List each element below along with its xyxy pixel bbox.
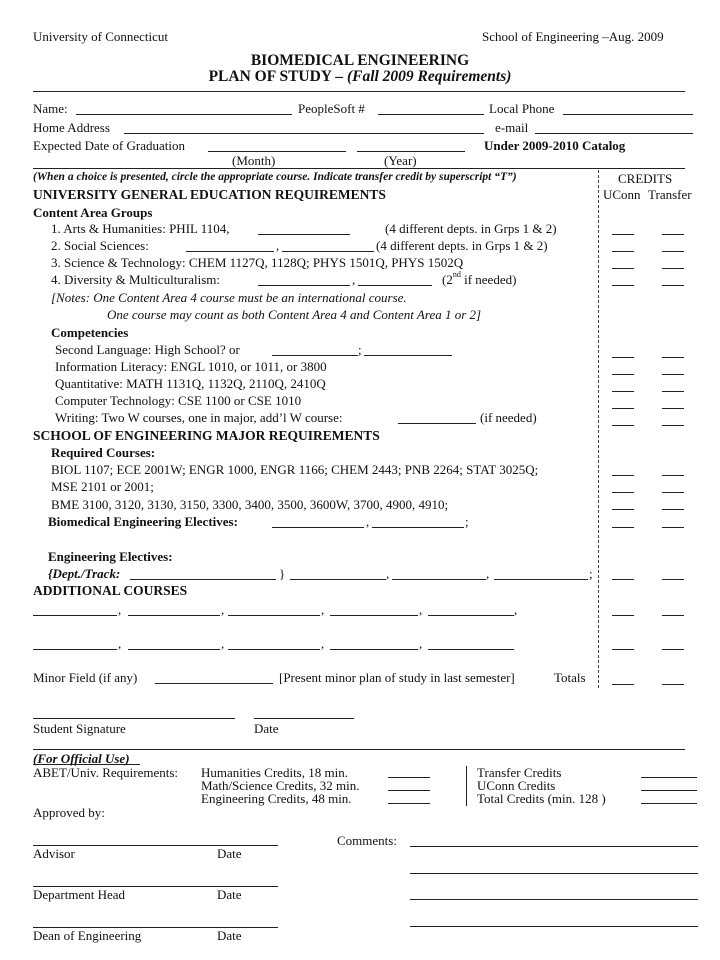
gen-ed-item-2-note: (4 different depts. in Grps 1 & 2) (376, 238, 548, 253)
uconn-credit-field[interactable] (612, 357, 634, 358)
student-date-label: Date (254, 721, 279, 736)
advisor-date-label: Date (217, 846, 242, 861)
comma: , (118, 636, 122, 651)
transfer-credits-field[interactable] (641, 777, 697, 778)
additional-field[interactable] (330, 649, 418, 650)
additional-field[interactable] (428, 649, 514, 650)
social-field-2[interactable] (282, 251, 374, 252)
university-name: University of Connecticut (33, 29, 169, 44)
uconn-credit-field[interactable] (612, 251, 634, 252)
email-label: e-mail (495, 120, 529, 135)
transfer-credit-field[interactable] (662, 408, 684, 409)
gen-ed-item-4: 4. Diversity & Multiculturalism: (51, 272, 220, 287)
transfer-credit-field[interactable] (662, 251, 684, 252)
notes-line-2: One course may count as both Content Area 4 and Content Area 1 or 2] (107, 307, 482, 322)
credits-column-divider (598, 170, 599, 688)
month-caption: (Month) (232, 153, 276, 168)
uconn-credit-field[interactable] (612, 408, 634, 409)
comma: , (366, 514, 370, 529)
comma: , (352, 272, 356, 287)
language-field-1[interactable] (272, 355, 358, 356)
bme-elective-field-2[interactable] (372, 527, 464, 528)
minor-note: [Present minor plan of study in last semester] (279, 670, 515, 685)
arts-field[interactable] (258, 234, 350, 235)
additional-heading: ADDITIONAL COURSES (33, 583, 188, 598)
comma: , (419, 636, 423, 651)
minor-field[interactable] (155, 683, 273, 684)
credits-transfer-header: Transfer (648, 187, 692, 202)
peoplesoft-label: PeopleSoft # (298, 101, 365, 116)
required-courses-heading: Required Courses: (51, 445, 156, 460)
comma: , (514, 602, 518, 617)
comments-label: Comments: (337, 833, 397, 848)
mathsci-credits-field[interactable] (388, 790, 430, 791)
student-signature-field[interactable] (33, 718, 235, 719)
comments-field-1[interactable] (410, 846, 698, 847)
major-heading: SCHOOL OF ENGINEERING MAJOR REQUIREMENTS (33, 428, 380, 443)
comma: , (321, 636, 325, 651)
diversity-field-2[interactable] (358, 285, 432, 286)
transfer-credit-field[interactable] (662, 579, 684, 580)
diversity-field-1[interactable] (258, 285, 350, 286)
transfer-credit-field[interactable] (662, 374, 684, 375)
school-date: School of Engineering –Aug. 2009 (482, 29, 664, 44)
gen-ed-heading: UNIVERSITY GENERAL EDUCATION REQUIREMENTS (33, 187, 386, 202)
dept-head-label: Department Head (33, 887, 126, 902)
grad-year-field[interactable] (357, 151, 465, 152)
mathsci-credits-label: Math/Science Credits, 32 min. (201, 778, 360, 793)
writing-field[interactable] (398, 423, 476, 424)
transfer-credit-field[interactable] (662, 234, 684, 235)
uconn-credit-field[interactable] (612, 374, 634, 375)
semicolon: ; (589, 566, 593, 581)
student-date-field[interactable] (254, 718, 354, 719)
additional-field[interactable] (33, 615, 117, 616)
transfer-credit-field[interactable] (662, 475, 684, 476)
additional-field[interactable] (330, 615, 418, 616)
humanities-credits-field[interactable] (388, 777, 430, 778)
uconn-credit-field[interactable] (612, 391, 634, 392)
name-field[interactable] (76, 114, 292, 115)
additional-field[interactable] (128, 615, 220, 616)
local-phone-field[interactable] (563, 114, 693, 115)
competencies-heading: Competencies (51, 325, 129, 340)
item4-note-sup: nd (452, 270, 461, 279)
total-credits-label: Total Credits (min. 128 ) (477, 791, 606, 806)
item4-note-post: if needed) (460, 272, 517, 287)
transfer-credit-field[interactable] (662, 425, 684, 426)
brace: } (279, 566, 286, 581)
comma: , (221, 602, 225, 617)
name-label: Name: (33, 101, 68, 116)
notes-line-1: [Notes: One Content Area 4 course must be an international course. (51, 290, 407, 305)
uconn-credit-field[interactable] (612, 285, 634, 286)
semicolon: ; (358, 342, 362, 357)
transfer-credit-field[interactable] (662, 268, 684, 269)
official-divider (466, 766, 467, 806)
dept-track-field[interactable] (130, 579, 276, 580)
required-line-3: BME 3100, 3120, 3130, 3150, 3300, 3400, 3500, 3600W, 3700, 4900, 4910; (51, 497, 449, 512)
uconn-credits-field[interactable] (641, 790, 697, 791)
uconn-credit-field[interactable] (612, 492, 634, 493)
uconn-credit-field[interactable] (612, 527, 634, 528)
total-credits-field[interactable] (641, 803, 697, 804)
page-title: BIOMEDICAL ENGINEERING (250, 52, 470, 69)
transfer-credit-field[interactable] (662, 527, 684, 528)
transfer-credit-field[interactable] (662, 684, 684, 685)
eng-elective-field-1[interactable] (290, 579, 386, 580)
engineering-credits-label: Engineering Credits, 48 min. (201, 791, 352, 806)
eng-elective-field-3[interactable] (494, 579, 588, 580)
credits-uconn-header: UConn (603, 187, 641, 202)
gen-ed-item-3: 3. Science & Technology: CHEM 1127Q, 1128Q; PHYS 1501Q, PHYS 1502Q (51, 255, 464, 270)
gen-ed-item-4-note (442, 270, 517, 287)
home-address-field[interactable] (124, 133, 484, 134)
eng-elective-field-2[interactable] (392, 579, 486, 580)
required-line-2: MSE 2101 or 2001; (51, 479, 154, 494)
transfer-credits-label: Transfer Credits (477, 765, 562, 780)
uconn-credit-field[interactable] (612, 475, 634, 476)
competency-computer: Computer Technology: CSE 1100 or CSE 1010 (55, 393, 302, 408)
comments-field-4[interactable] (410, 926, 698, 927)
credits-header: CREDITS (618, 171, 673, 186)
comments-field-2[interactable] (410, 873, 698, 874)
additional-field[interactable] (228, 615, 320, 616)
item4-note-pre: (2 (442, 272, 453, 287)
gen-ed-item-1: 1. Arts & Humanities: PHIL 1104, (51, 221, 230, 236)
competency-quantitative: Quantitative: MATH 1131Q, 1132Q, 2110Q, 2410Q (55, 376, 326, 391)
home-address-label: Home Address (33, 120, 110, 135)
transfer-credit-field[interactable] (662, 615, 684, 616)
peoplesoft-field[interactable] (378, 114, 484, 115)
uconn-credit-field[interactable] (612, 579, 634, 580)
language-field-2[interactable] (364, 355, 452, 356)
humanities-credits-label: Humanities Credits, 18 min. (201, 765, 348, 780)
uconn-credit-field[interactable] (612, 268, 634, 269)
competency-writing: Writing: Two W courses, one in major, add’l W course: (55, 410, 343, 425)
dept-track-label: {Dept./Track: (48, 566, 121, 581)
subtitle-italic: (Fall 2009 Requirements) (346, 68, 512, 85)
transfer-credit-field[interactable] (662, 391, 684, 392)
comma: , (386, 566, 390, 581)
local-phone-label: Local Phone (489, 101, 555, 116)
student-signature-label: Student Signature (33, 721, 126, 736)
comma: , (118, 602, 122, 617)
uconn-credit-field[interactable] (612, 649, 634, 650)
dean-date-label: Date (217, 928, 242, 943)
semicolon: ; (465, 514, 469, 529)
bme-elective-field-1[interactable] (272, 527, 364, 528)
uconn-credits-label: UConn Credits (477, 778, 556, 793)
advisor-label: Advisor (33, 846, 75, 861)
subtitle-main: PLAN OF STUDY – (208, 68, 344, 85)
minor-label: Minor Field (if any) (33, 670, 138, 685)
gen-ed-item-2: 2. Social Sciences: (51, 238, 149, 253)
additional-field[interactable] (428, 615, 514, 616)
approved-by-label: Approved by: (33, 805, 105, 820)
official-heading: (For Official Use) (33, 751, 130, 766)
bme-electives-label: Biomedical Engineering Electives: (48, 514, 238, 529)
official-rule (33, 749, 685, 750)
transfer-credit-field[interactable] (662, 285, 684, 286)
gen-ed-item-1-note: (4 different depts. in Grps 1 & 2) (385, 221, 557, 236)
page-subtitle (0, 69, 720, 85)
competency-language: Second Language: High School? or (55, 342, 240, 357)
comma: , (321, 602, 325, 617)
transfer-credit-field[interactable] (662, 509, 684, 510)
additional-field[interactable] (33, 649, 117, 650)
comma: , (276, 238, 280, 253)
dept-head-date-label: Date (217, 887, 242, 902)
uconn-credit-field[interactable] (612, 234, 634, 235)
uconn-credit-field[interactable] (612, 684, 634, 685)
totals-label: Totals (554, 670, 586, 685)
uconn-credit-field[interactable] (612, 509, 634, 510)
personal-rule (33, 168, 685, 169)
grad-month-field[interactable] (208, 151, 346, 152)
comments-field-3[interactable] (410, 899, 698, 900)
uconn-credit-field[interactable] (612, 425, 634, 426)
comma: , (486, 566, 490, 581)
engineering-credits-field[interactable] (388, 803, 430, 804)
abet-label: ABET/Univ. Requirements: (33, 765, 179, 780)
transfer-credit-field[interactable] (662, 492, 684, 493)
grad-date-label: Expected Date of Graduation (33, 138, 185, 153)
competency-info-literacy: Information Literacy: ENGL 1010, or 1011, or 3800 (55, 359, 327, 374)
social-field-1[interactable] (186, 251, 274, 252)
additional-field[interactable] (128, 649, 220, 650)
year-caption: (Year) (384, 153, 417, 168)
uconn-credit-field[interactable] (612, 615, 634, 616)
transfer-credit-field[interactable] (662, 357, 684, 358)
eng-electives-label: Engineering Electives: (48, 549, 173, 564)
header-rule (33, 91, 685, 92)
additional-field[interactable] (228, 649, 320, 650)
comma: , (221, 636, 225, 651)
comma: , (419, 602, 423, 617)
email-field[interactable] (535, 133, 693, 134)
content-area-heading: Content Area Groups (33, 205, 153, 220)
catalog-label: Under 2009-2010 Catalog (484, 138, 626, 153)
instructions: (When a choice is presented, circle the appropriate course. Indicate transfer credit by superscript “T”) (33, 171, 517, 183)
competency-writing-note: (if needed) (480, 410, 537, 425)
dean-label: Dean of Engineering (33, 928, 142, 943)
transfer-credit-field[interactable] (662, 649, 684, 650)
required-line-1: BIOL 1107; ECE 2001W; ENGR 1000, ENGR 1166; CHEM 2443; PNB 2264; STAT 3025Q; (51, 462, 539, 477)
